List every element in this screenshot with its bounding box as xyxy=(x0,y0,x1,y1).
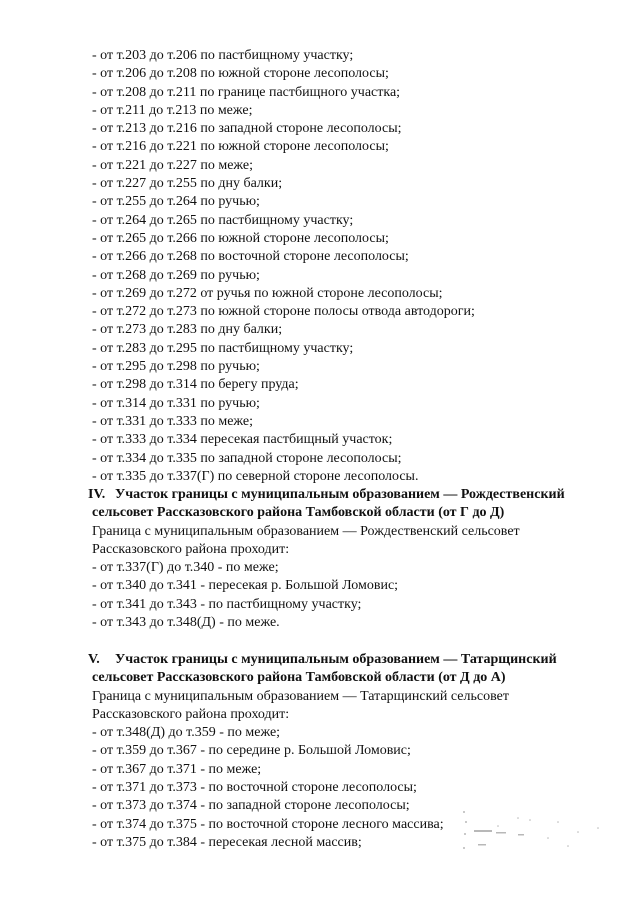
list-item: - от т.211 до т.213 по меже; xyxy=(92,102,253,118)
list-item: - от т.340 до т.341 - пересекая р. Большой Ломовис; xyxy=(92,578,399,594)
list-item: - от т.206 до т.208 по южной стороне лесополосы; xyxy=(92,66,389,82)
list-item: - от т.337(Г) до т.340 - по меже; xyxy=(92,560,279,576)
list-item: - от т.269 до т.272 от ручья по южной стороне лесополосы; xyxy=(92,285,443,301)
section-v-title: Участок границы с муниципальным образованием — Татарщинский сельсовет Рассказовского района Тамбовской области (от Д до А) xyxy=(92,652,557,686)
stamp-smudge-icon xyxy=(458,808,608,868)
section-v-intro-line-2: Рассказовского района проходит: xyxy=(92,706,290,722)
list-item: - от т.255 до т.264 по ручью; xyxy=(92,194,260,210)
list-item: - от т.272 до т.273 по южной стороне полосы отвода автодороги; xyxy=(92,304,475,320)
section-v-heading xyxy=(88,651,612,688)
list-item: - от т.203 до т.206 по пастбищному участку; xyxy=(92,48,354,63)
list-item: - от т.335 до т.337(Г) по северной стороне лесополосы. xyxy=(92,468,419,484)
list-item: - от т.216 до т.221 по южной стороне лесополосы; xyxy=(92,139,389,155)
list-item: - от т.331 до т.333 по меже; xyxy=(92,413,254,429)
boundary-list-a xyxy=(92,47,612,486)
list-item: - от т.227 до т.255 по дну балки; xyxy=(92,176,283,192)
list-item: - от т.298 до т.314 по берегу пруда; xyxy=(92,377,299,393)
section-iv-heading xyxy=(88,486,612,523)
list-item: - от т.334 до т.335 по западной стороне лесополосы; xyxy=(92,450,402,466)
list-item: - от т.283 до т.295 по пастбищному участку; xyxy=(92,340,354,356)
section-iv-intro-line-1: Граница с муниципальным образованием — Рождественский сельсовет xyxy=(92,523,520,539)
section-v-intro-line-1: Граница с муниципальным образованием — Татарщинский сельсовет xyxy=(92,688,509,704)
list-item: - от т.221 до т.227 по меже; xyxy=(92,157,254,173)
list-item: - от т.268 до т.269 по ручью; xyxy=(92,267,260,283)
section-iv xyxy=(88,486,612,632)
list-item: - от т.213 до т.216 по западной стороне лесополосы; xyxy=(92,121,402,137)
list-item: - от т.371 до т.373 - по восточной стороне лесополосы; xyxy=(92,780,417,796)
section-iv-intro-line-2: Рассказовского района проходит: xyxy=(92,541,290,557)
list-item: - от т.266 до т.268 по восточной стороне лесополосы; xyxy=(92,249,409,265)
list-item: - от т.367 до т.371 - по меже; xyxy=(92,761,262,777)
section-v-number: V. xyxy=(88,652,100,667)
list-item: - от т.373 до т.374 - по западной стороне лесополосы; xyxy=(92,798,410,814)
list-item: - от т.359 до т.367 - по середине р. Большой Ломовис; xyxy=(92,743,411,759)
list-item: - от т.208 до т.211 по границе пастбищного участка; xyxy=(92,84,401,100)
list-item: - от т.273 до т.283 по дну балки; xyxy=(92,322,283,338)
faint-stamp-mark xyxy=(458,808,608,868)
list-item: - от т.343 до т.348(Д) - по меже. xyxy=(92,615,280,631)
list-item: - от т.348(Д) до т.359 - по меже; xyxy=(92,725,281,741)
section-iv-number: IV. xyxy=(88,487,106,502)
list-item: - от т.374 до т.375 - по восточной стороне лесного массива; xyxy=(92,816,444,832)
list-item: - от т.341 до т.343 - по пастбищному участку; xyxy=(92,596,362,612)
list-item: - от т.375 до т.384 - пересекая лесной массив; xyxy=(92,834,362,850)
list-item: - от т.333 до т.334 пересекая пастбищный участок; xyxy=(92,432,393,448)
list-item: - от т.314 до т.331 по ручью; xyxy=(92,395,260,411)
section-iv-title: Участок границы с муниципальным образованием — Рождественский сельсовет Рассказовского района Тамбовской области (от Г до Д) xyxy=(92,487,565,521)
list-item: - от т.265 до т.266 по южной стороне лесополосы; xyxy=(92,230,389,246)
list-item: - от т.264 до т.265 по пастбищному участку; xyxy=(92,212,354,228)
list-item: - от т.295 до т.298 по ручью; xyxy=(92,359,260,375)
